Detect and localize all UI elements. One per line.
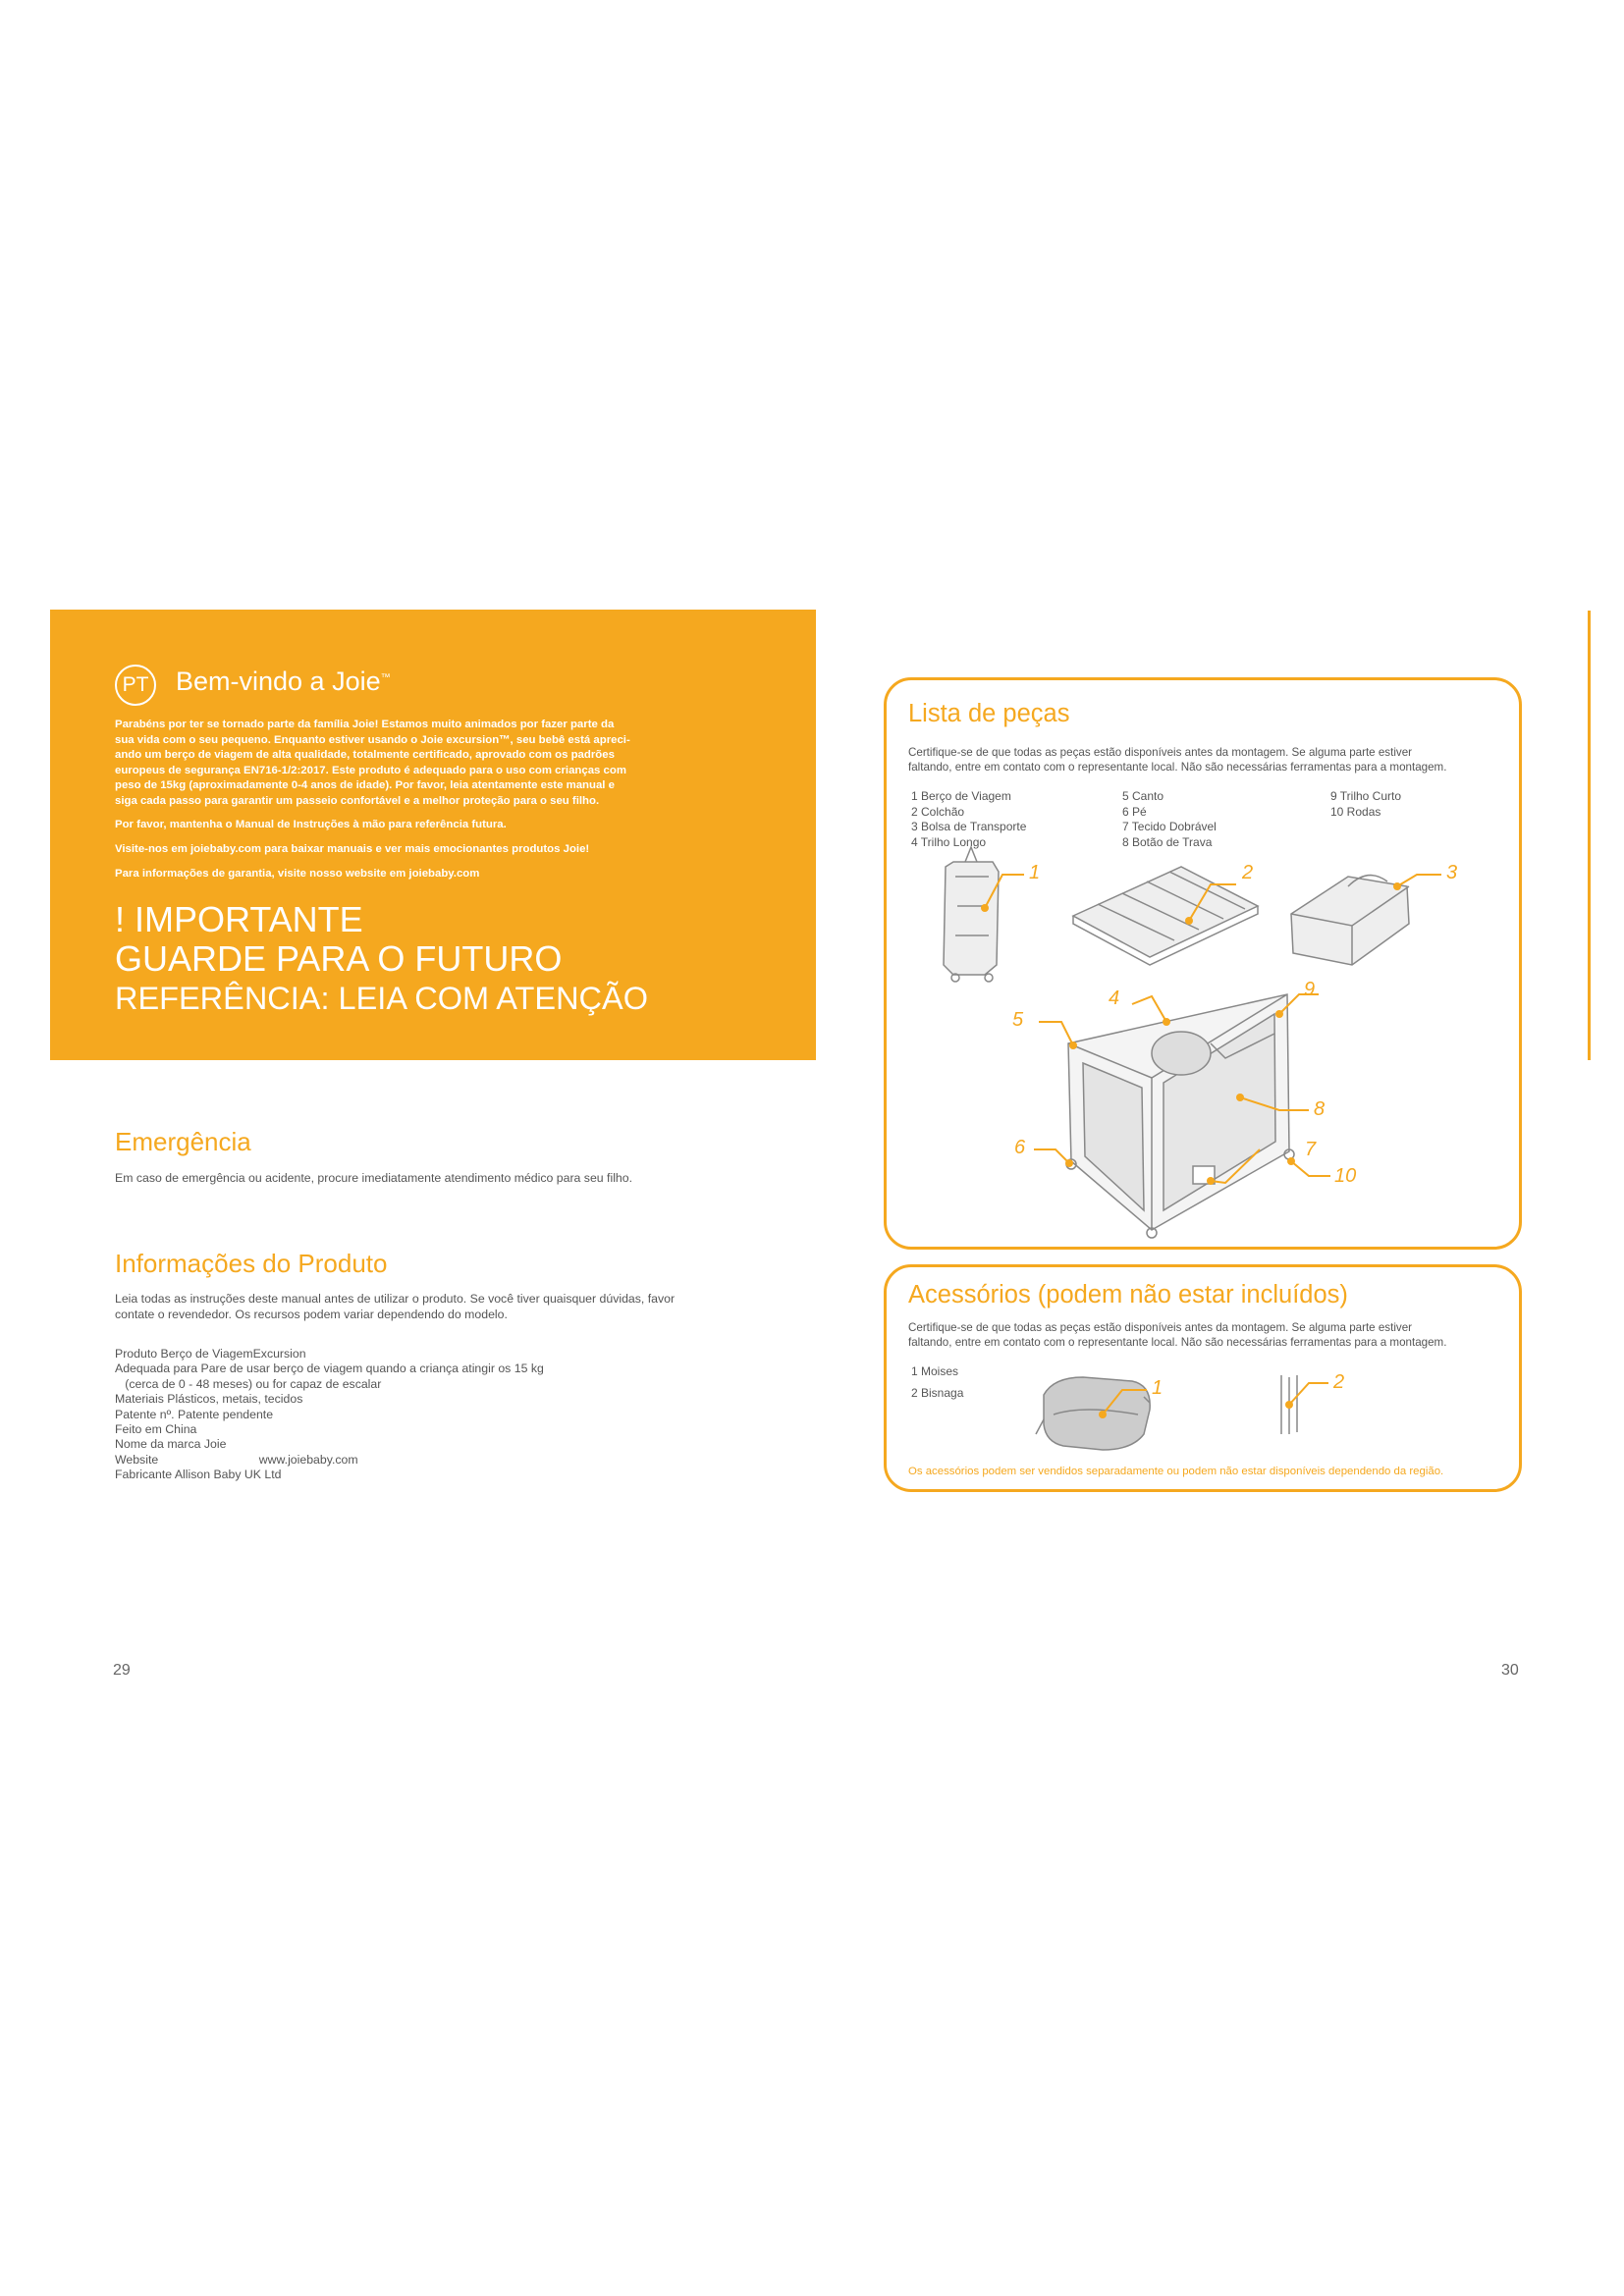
spec-row: Feito em China xyxy=(115,1422,197,1437)
intro-paragraph: Parabéns por ter se tornado parte da família Joie! Estamos muito animados por fazer parte da sua vida com o seu pequeno. Enquanto estiver usando o Joie excursion™, seu bebê está apreci- ando um berço de viagem de alta qualidade, totalmente certificado, aprovado com os padrões europeus de segurança EN716-1/2:2017. Este produto é adequado para o uso com crianças com peso de 15kg (aproximadamente 0-4 anos de idade). Por favor, leia atentamente este manual e siga cada passo para garantir um passeio confortável e a melhor proteção para o seu filho. xyxy=(115,719,630,807)
callout-8: 8 xyxy=(1314,1098,1326,1120)
callout-3: 3 xyxy=(1446,862,1458,883)
welcome-title: Bem-vindo a Joie™ xyxy=(176,667,391,696)
emergency-title: Emergência xyxy=(115,1127,251,1156)
accessories-title: Acessórios (podem não estar incluídos) xyxy=(908,1281,1348,1308)
spec-row: Adequada para Pare de usar berço de viagem quando a criança atingir os 15 kg xyxy=(115,1362,544,1376)
spec-row: Nome da marca Joie xyxy=(115,1437,227,1452)
part-item: 4 Trilho Longo xyxy=(911,834,987,849)
parts-illustration xyxy=(887,680,1519,1247)
callout-7: 7 xyxy=(1305,1139,1317,1160)
callout-6: 6 xyxy=(1014,1137,1026,1158)
spec-row: Fabricante Allison Baby UK Ltd xyxy=(115,1468,282,1482)
travel-cot-drawing xyxy=(1066,994,1294,1238)
accessories-note: Os acessórios podem ser vendidos separadamente ou podem não estar disponíveis dependendo da região. xyxy=(908,1466,1444,1477)
warranty-note: Para informações de garantia, visite nosso website em joiebaby.com xyxy=(115,868,480,880)
parts-list-box xyxy=(884,677,1522,1250)
keep-manual-note: Por favor, mantenha o Manual de Instruções à mão para referência futura. xyxy=(115,819,507,830)
mattress-drawing xyxy=(1073,867,1258,965)
spec-row: (cerca de 0 - 48 meses) ou for capaz de escalar xyxy=(115,1376,382,1391)
page-edge-rule xyxy=(1588,611,1591,1060)
accessories-illustration xyxy=(887,1267,1519,1489)
parts-list-intro: Certifique-se de que todas as peças estão disponíveis antes da montagem. Se alguma parte estiver faltando, entre em contato com o representante local. Não são necessárias ferramentas para a montagem. xyxy=(908,746,1447,774)
accessory-callout-2: 2 xyxy=(1333,1371,1345,1393)
welcome-panel xyxy=(50,610,816,1060)
callout-5: 5 xyxy=(1012,1009,1024,1031)
callout-10: 10 xyxy=(1334,1165,1357,1187)
parts-list-title: Lista de peças xyxy=(908,700,1070,727)
spec-row: Patente nº. Patente pendente xyxy=(115,1407,274,1421)
callout-4: 4 xyxy=(1109,988,1120,1009)
visit-note: Visite-nos em joiebaby.com para baixar manuais e ver mais emocionantes produtos Joie! xyxy=(115,843,590,855)
language-badge: PT xyxy=(115,665,156,706)
accessory-callout-1: 1 xyxy=(1152,1377,1164,1399)
part-item: 2 Colchão xyxy=(911,804,965,819)
accessories-box xyxy=(884,1264,1522,1492)
part-item: 3 Bolsa de Transporte xyxy=(911,820,1027,833)
spec-row: Produto Berço de ViagemExcursion xyxy=(115,1347,306,1361)
callout-9: 9 xyxy=(1304,979,1316,1000)
important-heading: ! IMPORTANTE GUARDE PARA O FUTURO REFERÊNCIA: LEIA COM ATENÇÃO xyxy=(115,899,648,1016)
product-info-intro: Leia todas as instruções deste manual antes de utilizar o produto. Se você tiver quaisquer dúvidas, favor contate o revendedor. Os recursos podem variar dependendo do modelo. xyxy=(115,1292,676,1321)
part-item: 1 Berço de Viagem xyxy=(911,789,1011,803)
product-info-title: Informações do Produto xyxy=(115,1249,388,1278)
callout-2: 2 xyxy=(1242,862,1254,883)
part-item: 7 Tecido Dobrável xyxy=(1122,820,1217,833)
accessories-intro: Certifique-se de que todas as peças estão disponíveis antes da montagem. Se alguma parte estiver faltando, entre em contato com o representante local. Não são necessárias ferramentas para a montagem. xyxy=(908,1321,1447,1349)
page-number-left: 29 xyxy=(113,1662,131,1679)
folded-cot-drawing xyxy=(944,847,999,982)
carry-bag-drawing xyxy=(1291,876,1409,965)
part-item: 6 Pé xyxy=(1122,804,1147,819)
callout-1: 1 xyxy=(1029,862,1041,883)
part-item: 8 Botão de Trava xyxy=(1122,834,1213,849)
spec-row: Website www.joiebaby.com xyxy=(115,1452,358,1467)
emergency-text: Em caso de emergência ou acidente, procure imediatamente atendimento médico para seu filho. xyxy=(115,1171,633,1185)
product-spec-list xyxy=(115,1347,544,1483)
page-number-right: 30 xyxy=(1501,1662,1519,1679)
part-item: 5 Canto xyxy=(1122,789,1164,803)
accessory-item: 2 Bisnaga xyxy=(911,1386,964,1400)
part-item: 9 Trilho Curto xyxy=(1330,789,1402,803)
spec-row: Materiais Plásticos, metais, tecidos xyxy=(115,1392,303,1407)
accessory-item: 1 Moises xyxy=(911,1364,959,1378)
part-item: 10 Rodas xyxy=(1330,804,1381,819)
